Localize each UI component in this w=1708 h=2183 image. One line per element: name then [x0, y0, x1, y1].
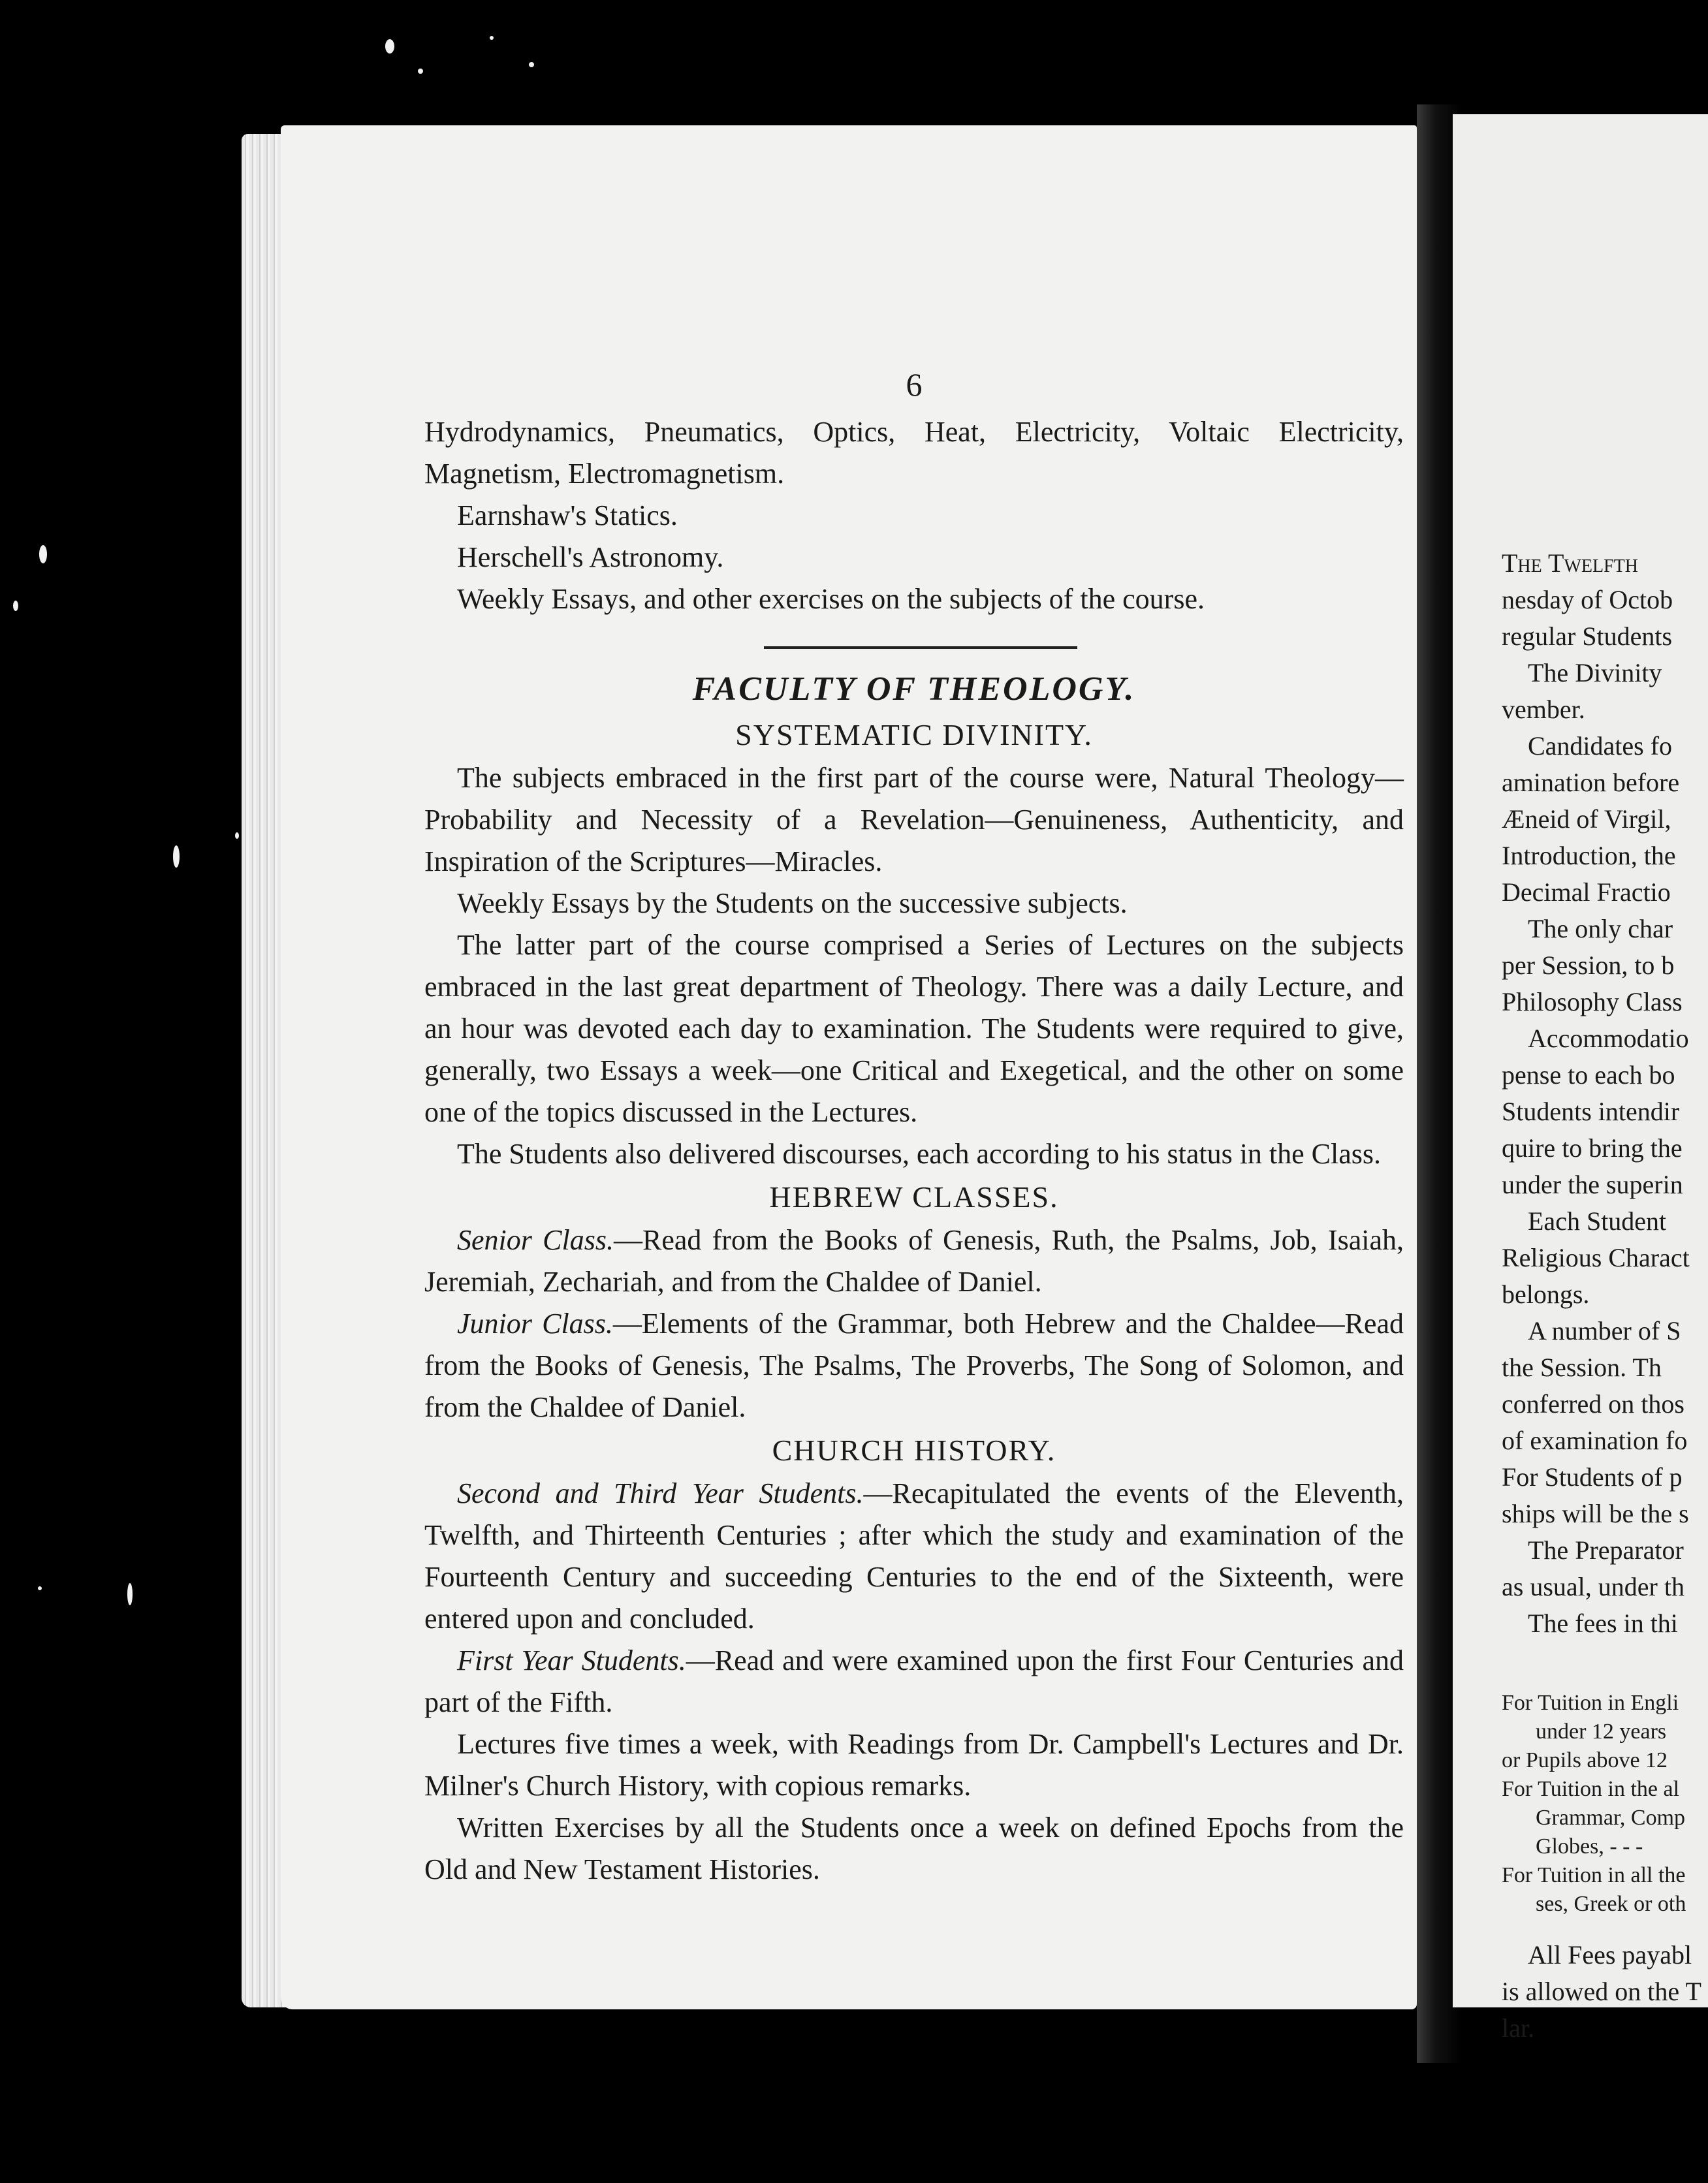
right-line: belongs.: [1502, 1280, 1590, 1309]
right-page-text: [1502, 545, 1708, 2047]
right-line: of examination fo: [1502, 1426, 1688, 1455]
systematic-paragraph: The latter part of the course comprised a Series of Lectures on the subjects embraced in the last great department of Theology. There was a daily Lecture, and an hour was devoted each day to examination. The Students were required to give, generally, two Essays a week—one Critical and Exegetical, and the other on some one of the topics discussed in the Lectures.: [424, 929, 1404, 1128]
systematic-divinity-heading: SYSTEMATIC DIVINITY.: [735, 718, 1093, 751]
right-line: A number of S: [1528, 1316, 1681, 1345]
right-line: pense to each bo: [1502, 1060, 1675, 1090]
right-line: Decimal Fractio: [1502, 877, 1671, 907]
intro-line: Herschell's Astronomy.: [457, 541, 724, 573]
junior-class-text: —Elements of the Grammar, both Hebrew and the Chaldee—Read from the Books of Genesis, The Psalms, The Proverbs, The Song of Solomon, and from the Chaldee of Daniel.: [424, 1308, 1404, 1423]
right-line: Æneid of Virgil,: [1502, 804, 1671, 834]
intro-paragraph: Hydrodynamics, Pneumatics, Optics, Heat, Electricity, Voltaic Electricity, Magnetism, Electromagnetism.: [424, 416, 1404, 490]
fee-line: Globes, - - -: [1536, 1834, 1643, 1859]
junior-class-paragraph: [424, 1303, 1404, 1428]
right-line: The Divinity: [1528, 658, 1662, 687]
first-year-text: —Read and were examined upon the first Four Centuries and part of the Fifth.: [424, 1644, 1404, 1718]
right-line: The Twelfth: [1502, 548, 1638, 578]
right-line: quire to bring the: [1502, 1133, 1683, 1163]
section-divider: [764, 646, 1077, 649]
right-line: The only char: [1528, 914, 1673, 943]
fee-line: For Tuition in the al: [1502, 1777, 1680, 1801]
closing-line: is allowed on the T: [1502, 1977, 1701, 2006]
closing-line: lar.: [1502, 2013, 1534, 2043]
written-exercises-paragraph: Written Exercises by all the Students once a week on defined Epochs from the Old and New Testament Histories.: [424, 1812, 1404, 1885]
right-line: nesday of Octob: [1502, 585, 1673, 614]
systematic-paragraph: The subjects embraced in the first part of the course were, Natural Theology—Probability and Necessity of a Revelation—Genuineness, Authenticity, and Inspiration of the Scriptures—Miracles.: [424, 762, 1404, 877]
fee-line: ses, Greek or oth: [1536, 1892, 1686, 1916]
right-line: Accommodatio: [1528, 1024, 1689, 1053]
faculty-title: FACULTY OF THEOLOGY.: [692, 670, 1136, 708]
right-line: The fees in thi: [1528, 1609, 1678, 1638]
right-line: vember.: [1502, 695, 1585, 724]
fee-line: For Tuition in all the: [1502, 1863, 1686, 1887]
right-line: Philosophy Class: [1502, 987, 1683, 1016]
right-line: amination before: [1502, 768, 1680, 797]
right-line: Candidates fo: [1528, 731, 1673, 761]
right-line: the Session. Th: [1502, 1353, 1662, 1382]
right-line: as usual, under th: [1502, 1572, 1684, 1601]
church-history-heading: CHURCH HISTORY.: [772, 1434, 1056, 1467]
systematic-paragraph: Weekly Essays by the Students on the successive subjects.: [457, 887, 1128, 919]
second-year-paragraph: [424, 1473, 1404, 1640]
senior-class-label: Senior Class.: [457, 1224, 614, 1256]
closing-line: All Fees payabl: [1528, 1940, 1692, 1970]
right-line: The Preparator: [1528, 1535, 1684, 1565]
right-line: Religious Charact: [1502, 1243, 1690, 1272]
second-year-label: Second and Third Year Students.: [457, 1477, 864, 1509]
first-year-label: First Year Students.: [457, 1644, 686, 1676]
right-line: regular Students: [1502, 621, 1673, 651]
right-line: under the superin: [1502, 1170, 1683, 1199]
page-number: 6: [906, 366, 923, 403]
right-line: Each Student: [1528, 1206, 1667, 1236]
first-year-paragraph: [424, 1640, 1404, 1723]
senior-class-paragraph: [424, 1219, 1404, 1303]
senior-class-text: —Read from the Books of Genesis, Ruth, the Psalms, Job, Isaiah, Jeremiah, Zechariah, and from the Chaldee of Daniel.: [424, 1224, 1404, 1298]
intro-line: Weekly Essays, and other exercises on the subjects of the course.: [457, 583, 1205, 615]
right-line: per Session, to b: [1502, 950, 1675, 980]
fee-line: For Tuition in Engli: [1502, 1691, 1679, 1715]
right-line: Introduction, the: [1502, 841, 1676, 870]
fee-line: or Pupils above 12: [1502, 1748, 1668, 1772]
right-line: conferred on thos: [1502, 1389, 1684, 1419]
hebrew-classes-heading: HEBREW CLASSES.: [769, 1180, 1059, 1214]
right-line: Students intendir: [1502, 1097, 1680, 1126]
lectures-paragraph: Lectures five times a week, with Readings from Dr. Campbell's Lectures and Dr. Milner's Church History, with copious remarks.: [424, 1728, 1404, 1802]
right-line: ships will be the s: [1502, 1499, 1689, 1528]
left-page-text: [424, 366, 1404, 1891]
fee-line: under 12 years: [1536, 1720, 1667, 1744]
second-year-text: —Recapitulated the events of the Eleventh, Twelfth, and Thirteenth Centuries ; after which the study and examination of the Fourteenth Century and succeeding Centuries to the end of the Sixteenth, were entered upon and concluded.: [424, 1477, 1404, 1635]
junior-class-label: Junior Class.: [457, 1308, 613, 1340]
intro-line: Earnshaw's Statics.: [457, 499, 678, 531]
systematic-paragraph: The Students also delivered discourses, each according to his status in the Class.: [457, 1138, 1382, 1170]
right-line: For Students of p: [1502, 1462, 1683, 1492]
fee-line: Grammar, Comp: [1536, 1806, 1686, 1830]
